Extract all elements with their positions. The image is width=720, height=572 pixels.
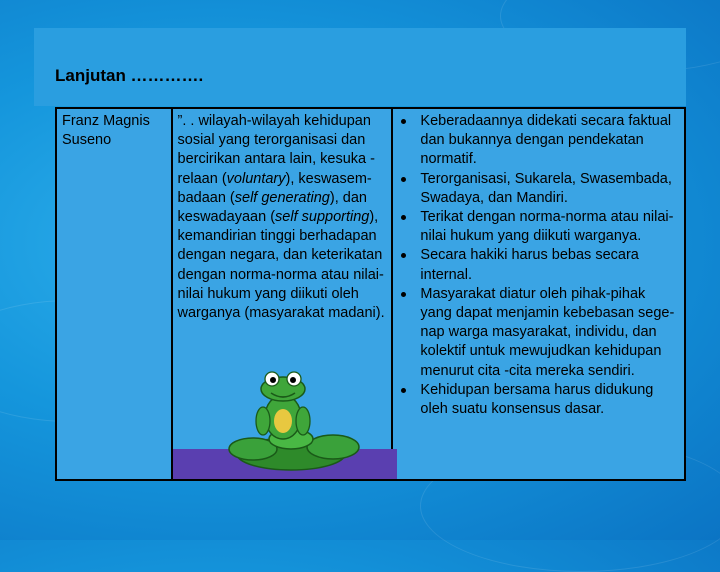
bullet-dot-icon	[401, 253, 406, 258]
characteristics-list	[398, 112, 679, 419]
list-item-text: Keberadaannya didekati secara faktual dan bukannya dengan pendekatan normatif.	[420, 113, 672, 168]
list-item-text: Masyarakat diatur oleh pihak-pihak yang dapat menjamin kebebasan sege-nap warga masyarakat, individu, dan kolektif untuk mewujudkan kehidupan menurut cita -cita mereka sendiri.	[420, 285, 675, 379]
definition-italic-term: self supporting	[275, 209, 370, 226]
definition-italic-term: self generating	[234, 189, 330, 206]
list-item	[398, 112, 679, 170]
list-item-text: Secara hakiki harus bebas secara internal.	[420, 247, 639, 283]
bullet-dot-icon	[401, 388, 406, 393]
author-cell: Franz Magnis Suseno	[56, 108, 172, 480]
list-item-text: Terorganisasi, Sukarela, Swasembada, Swadaya, dan Mandiri.	[420, 170, 672, 206]
definition-segment: ), keswasem-badaan (	[177, 170, 372, 206]
list-item-text: Terikat dengan norma-norma atau nilai-nilai hukum yang diikuti warganya.	[420, 209, 674, 245]
list-item	[398, 381, 679, 419]
content-table	[55, 107, 686, 481]
bullet-dot-icon	[401, 292, 406, 297]
bullet-dot-icon	[401, 119, 406, 124]
table-row	[56, 108, 685, 480]
list-item	[398, 170, 679, 208]
definition-segment: ), dan keswadayaan (	[177, 189, 367, 226]
list-item-text: Kehidupan bersama harus didukung oleh suatu konsensus dasar.	[420, 381, 654, 418]
frog-on-lilypad-illustration	[173, 369, 397, 479]
bullet-dot-icon	[401, 177, 406, 182]
list-item	[398, 246, 679, 284]
definition-segment: ”. . wilayah-wilayah kehidupan sosial yang terorganisasi dan bercirikan antara lain, kesuka -relaan (	[177, 113, 375, 187]
definition-cell	[172, 108, 393, 480]
characteristics-cell	[392, 108, 685, 480]
definition-segment: ), kemandirian tinggi berhadapan dengan negara, dan keterikatan dengan norma-norma atau nilai-nilai hukum yang diikuti oleh warganya (masyarakat madani).	[177, 209, 385, 322]
bullet-dot-icon	[401, 215, 406, 220]
slide-title: Lanjutan ………….	[55, 66, 204, 85]
definition-italic-term: voluntary	[226, 170, 286, 187]
list-item	[398, 285, 679, 381]
list-item	[398, 208, 679, 246]
definition-text	[178, 112, 387, 323]
